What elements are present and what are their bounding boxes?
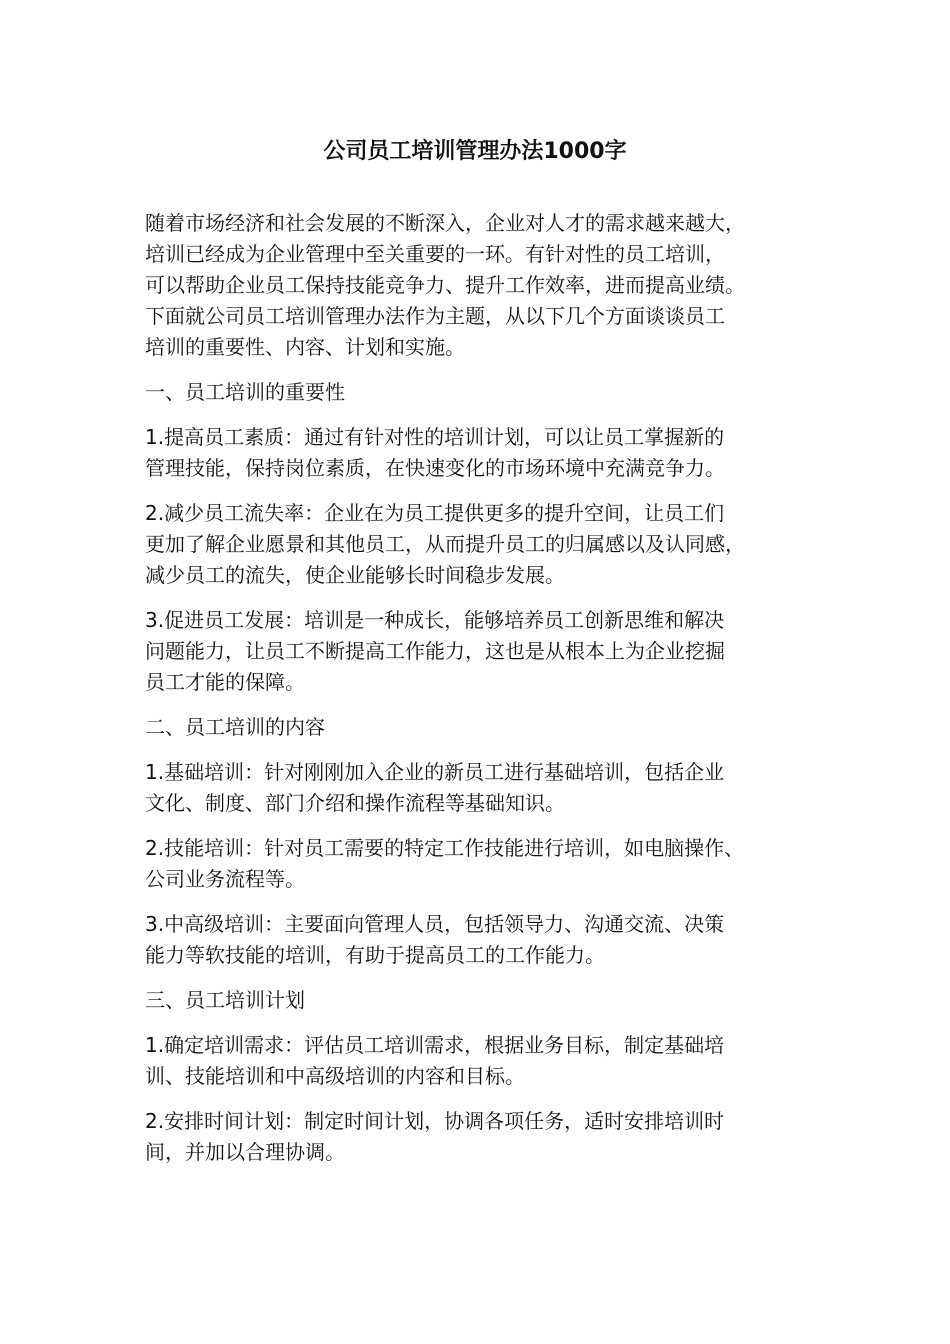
paragraph-importance-3: 3.促进员工发展：培训是一种成长，能够培养员工创新思维和解决 问题能力，让员工不断提高工作能力，这也是从根本上为企业挖掘 员工才能的保障。 <box>145 608 725 694</box>
section-heading-importance: 一、员工培训的重要性 <box>145 380 345 404</box>
section-heading-plan: 三、员工培训计划 <box>145 988 305 1012</box>
paragraph-importance-2: 2.减少员工流失率：企业在为员工提供更多的提升空间，让员工们 更加了解企业愿景和其他员工，从而提升员工的归属感以及认同感， 减少员工的流失，使企业能够长时间稳步发展。 <box>145 501 745 587</box>
paragraph-intro: 随着市场经济和社会发展的不断深入，企业对人才的需求越来越大， 培训已经成为企业管理中至关重要的一环。有针对性的员工培训， 可以帮助企业员工保持技能竞争力、提升工作效率，进而提高业绩。 下面就公司员工培训管理办法作为主题，从以下几个方面谈谈员工 培训的重要性、内容、计划和实施。 <box>145 211 745 359</box>
paragraph-importance-1: 1.提高员工素质：通过有针对性的培训计划，可以让员工掌握新的 管理技能，保持岗位素质，在快速变化的市场环境中充满竞争力。 <box>145 425 725 480</box>
document-body <box>145 208 815 1182</box>
paragraph-content-1: 1.基础培训：针对刚刚加入企业的新员工进行基础培训，包括企业 文化、制度、部门介绍和操作流程等基础知识。 <box>145 760 725 815</box>
paragraph-content-3: 3.中高级培训：主要面向管理人员，包括领导力、沟通交流、决策 能力等软技能的培训，有助于提高员工的工作能力。 <box>145 912 725 967</box>
section-heading-content: 二、员工培训的内容 <box>145 715 325 739</box>
document-title: 公司员工培训管理办法1000字 <box>323 139 627 164</box>
paragraph-plan-1: 1.确定培训需求：评估员工培训需求，根据业务目标，制定基础培 训、技能培训和中高级培训的内容和目标。 <box>145 1033 725 1088</box>
paragraph-content-2: 2.技能培训：针对员工需要的特定工作技能进行培训，如电脑操作、 公司业务流程等。 <box>145 836 745 891</box>
paragraph-plan-2: 2.安排时间计划：制定时间计划，协调各项任务，适时安排培训时 间，并加以合理协调。 <box>145 1109 725 1164</box>
